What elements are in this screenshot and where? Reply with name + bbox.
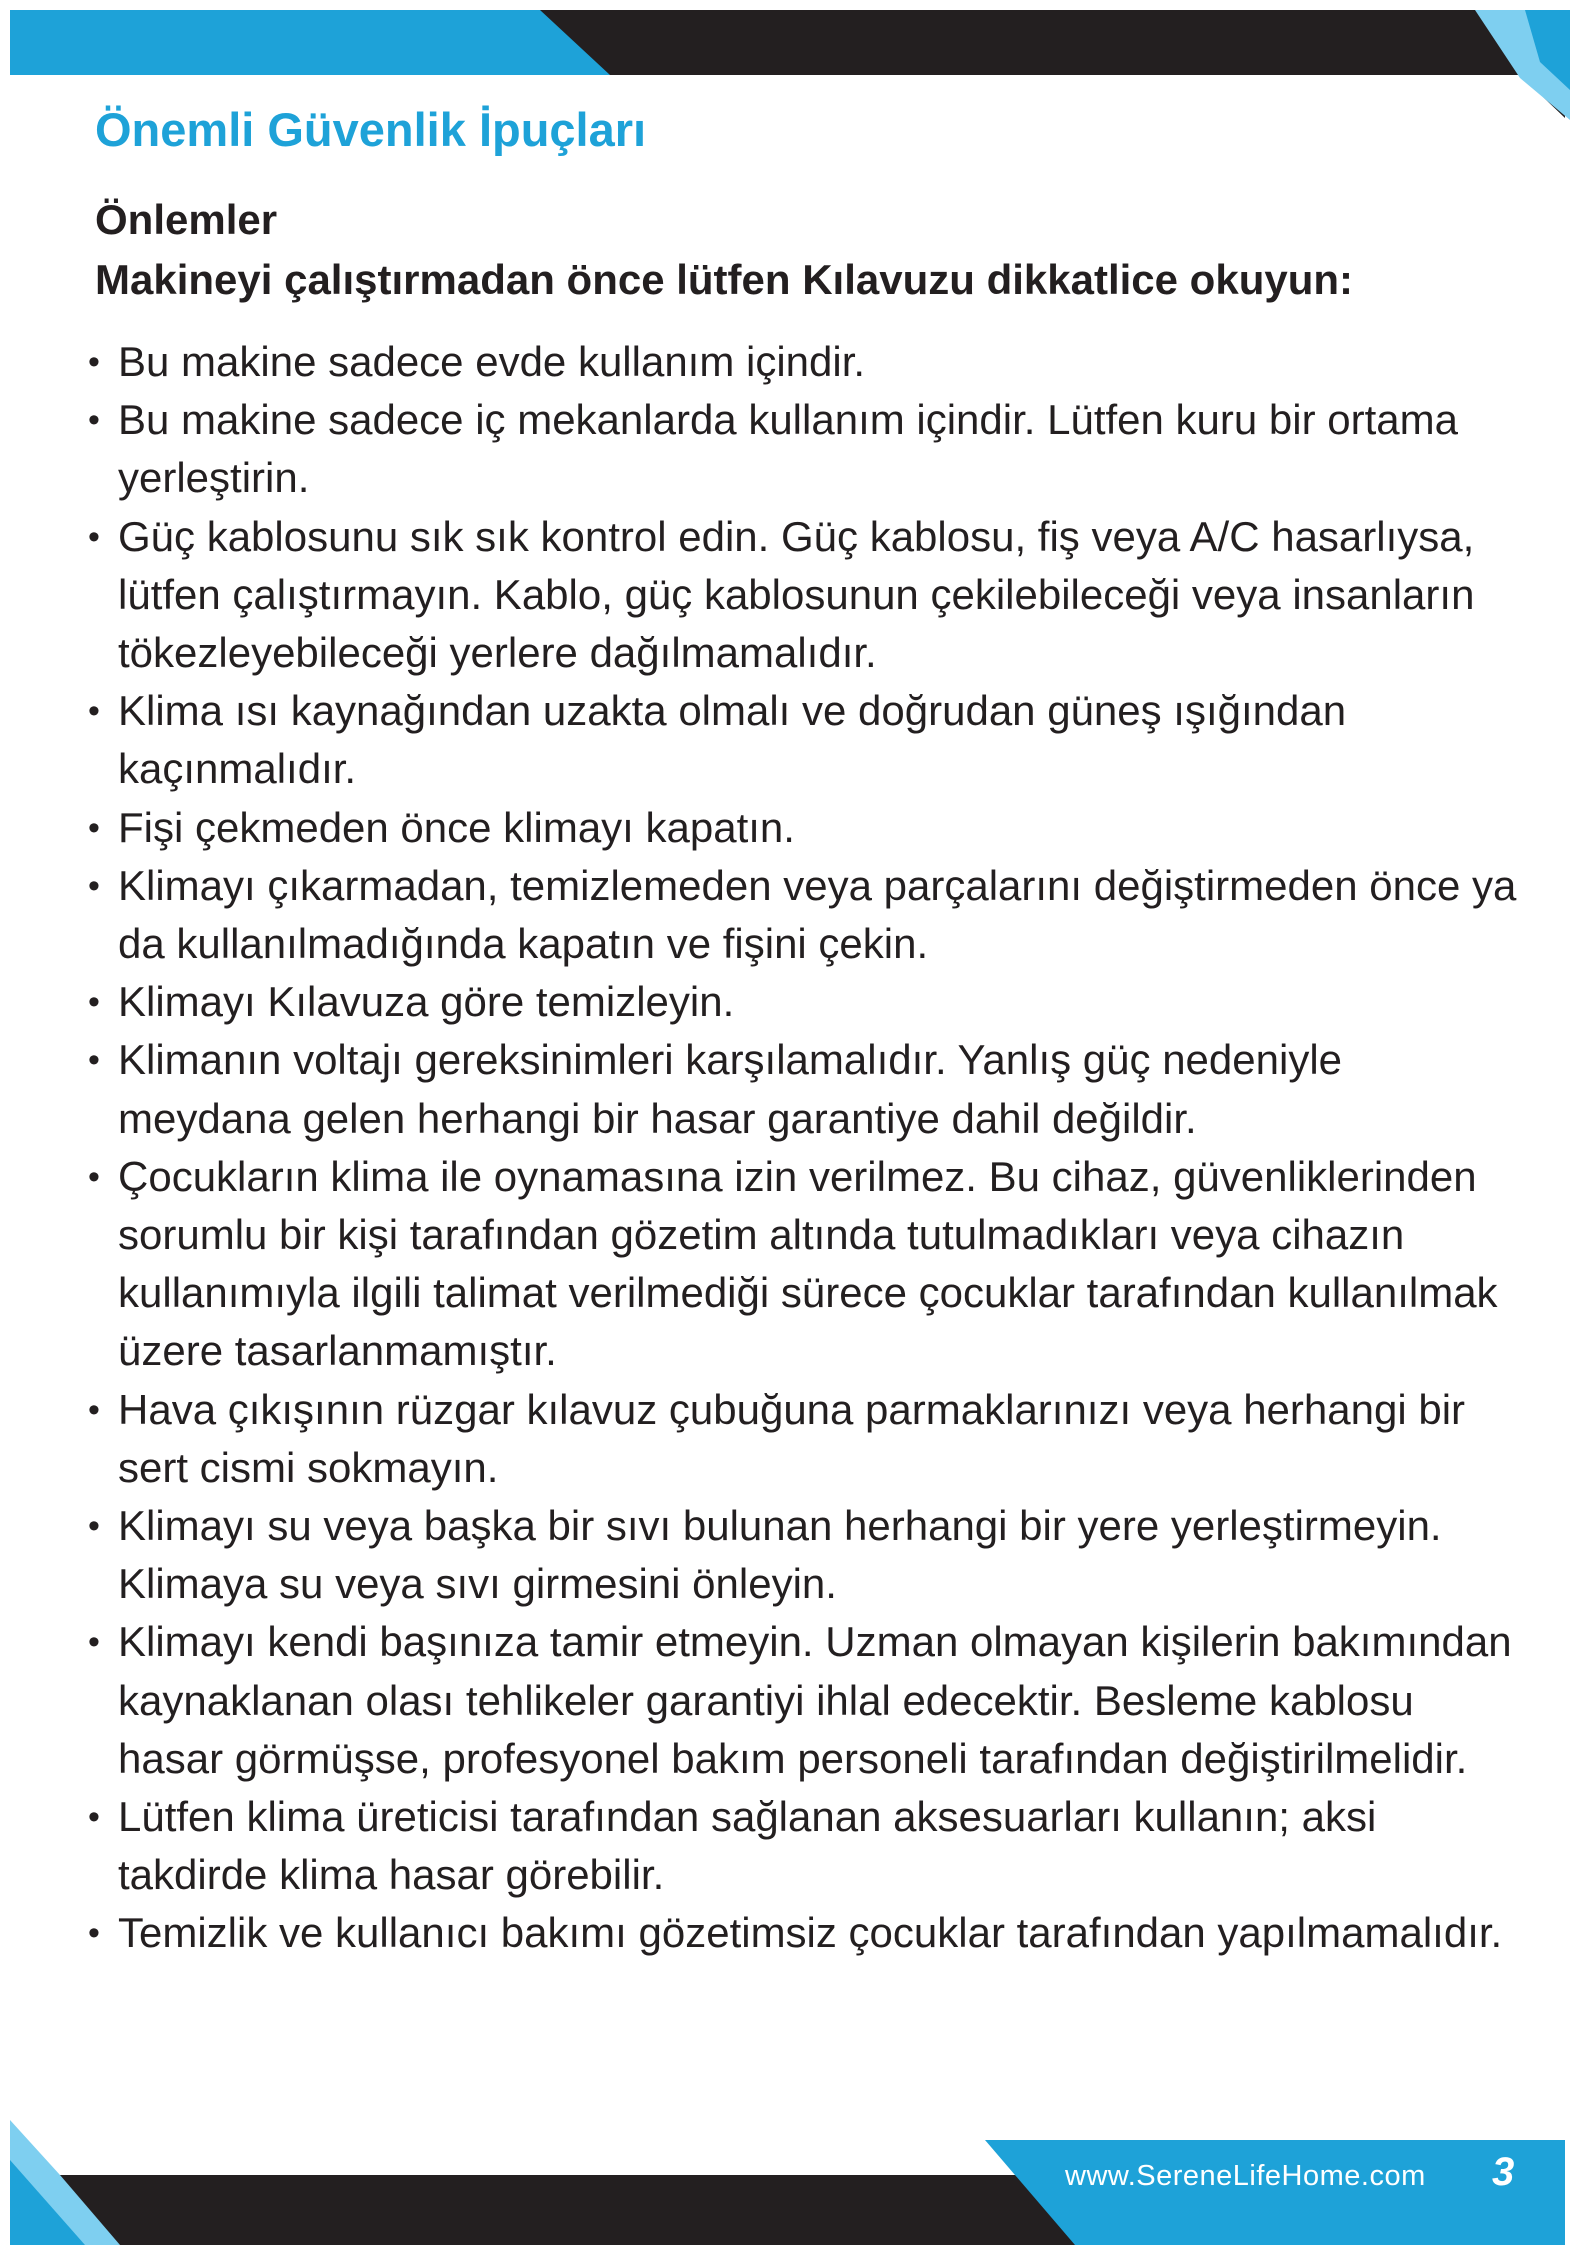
list-item-text: Klimayı su veya başka bir sıvı bulunan herhangi bir yere yerleştirmeyin. Klimaya su veya sıvı girmesini önleyin. bbox=[118, 1502, 1442, 1608]
list-item-text: Bu makine sadece evde kullanım içindir. bbox=[118, 338, 866, 385]
list-item bbox=[78, 391, 1518, 507]
list-item-text: Klima ısı kaynağından uzakta olmalı ve doğrudan güneş ışığından kaçınmalıdır. bbox=[118, 687, 1347, 793]
list-item bbox=[78, 1788, 1518, 1904]
top-bar-blue bbox=[10, 10, 610, 75]
list-item-text: Klimayı Kılavuza göre temizleyin. bbox=[118, 978, 735, 1026]
list-item-text: Klimayı kendi başınıza tamir etmeyin. Uzman olmayan kişilerin bakımından kaynaklanan olası tehlikeler garantiyi ihlal edecektir. Besleme kablosu hasar görmüşse, profesyonel bakım personeli tarafından değiştirilmelidir. bbox=[118, 1618, 1512, 1782]
list-item-text: Temizlik ve kullanıcı bakımı gözetimsiz çocuklar tarafından yapılmamalıdır. bbox=[118, 1909, 1503, 1957]
list-item bbox=[78, 857, 1518, 973]
list-item-text: Güç kablosunu sık sık kontrol edin. Güç kablosu, fiş veya A/C hasarlıysa, lütfen çalıştırmayın. Kablo, güç kablosunun çekilebileceği veya insanların tökezleyebileceği yerlere dağılmamalıdır. bbox=[118, 512, 1475, 677]
list-item-text: Klimanın voltajı gereksinimleri karşılamalıdır. Yanlış güç nedeniyle meydana gelen herhangi bir hasar garantiye dahil değildir. bbox=[118, 1036, 1343, 1142]
list-item-text: Klimayı çıkarmadan, temizlemeden veya parçalarını değiştirmeden önce ya da kullanılmadığında kapatın ve fişini çekin. bbox=[118, 861, 1517, 968]
bullet-icon: • bbox=[88, 343, 100, 381]
list-item bbox=[78, 682, 1518, 798]
list-item bbox=[78, 799, 1518, 857]
bullet-icon: • bbox=[88, 983, 100, 1022]
bullet-icon: • bbox=[88, 1914, 100, 1953]
list-item-text: Lütfen klima üreticisi tarafından sağlanan aksesuarları kullanın; aksi takdirde klima hasar görebilir. bbox=[118, 1793, 1377, 1899]
bullet-icon: • bbox=[88, 1798, 100, 1837]
list-item bbox=[78, 333, 1518, 391]
list-item-text: Fişi çekmeden önce klimayı kapatın. bbox=[118, 803, 795, 851]
page-title: Önemli Güvenlik İpuçları bbox=[95, 103, 647, 156]
list-item bbox=[78, 973, 1518, 1031]
bullet-icon: • bbox=[88, 1041, 100, 1080]
bullet-icon: • bbox=[88, 1390, 100, 1429]
bullet-icon: • bbox=[88, 1507, 100, 1546]
bullet-icon: • bbox=[88, 808, 100, 847]
bullet-icon: • bbox=[88, 517, 100, 556]
list-item bbox=[78, 1381, 1518, 1497]
safety-tips-list bbox=[78, 333, 1518, 1963]
list-item bbox=[78, 1613, 1518, 1788]
list-item bbox=[78, 508, 1518, 683]
bullet-icon: • bbox=[88, 1623, 100, 1662]
section-heading: Önlemler bbox=[95, 196, 278, 243]
bullet-icon: • bbox=[88, 866, 100, 905]
list-item bbox=[78, 1497, 1518, 1613]
list-item-text: Bu makine sadece iç mekanlarda kullanım içindir. Lütfen kuru bir ortama yerleştirin. bbox=[118, 396, 1458, 502]
bullet-icon: • bbox=[88, 1157, 100, 1196]
bullet-icon: • bbox=[88, 401, 100, 440]
bullet-icon: • bbox=[88, 692, 100, 731]
section-intro: Makineyi çalıştırmadan önce lütfen Kılavuzu dikkatlice okuyun: bbox=[95, 256, 1354, 303]
footer-website-link[interactable]: www.SereneLifeHome.com bbox=[1065, 2160, 1426, 2192]
page-number: 3 bbox=[1492, 2150, 1515, 2194]
list-item-text: Çocukların klima ile oynamasına izin verilmez. Bu cihaz, güvenliklerinden sorumlu bir kişi tarafından gözetim altında tutulmadıkları veya cihazın kullanımıyla ilgili talimat verilmediği sürece çocuklar tarafından kullanılmak üzere tasarlanmamıştır. bbox=[118, 1152, 1498, 1375]
list-item-text: Hava çıkışının rüzgar kılavuz çubuğuna parmaklarınızı veya herhangi bir sert cismi sokmayın. bbox=[118, 1385, 1466, 1491]
list-item bbox=[78, 1904, 1518, 1962]
list-item bbox=[78, 1031, 1518, 1147]
list-item bbox=[78, 1148, 1518, 1381]
